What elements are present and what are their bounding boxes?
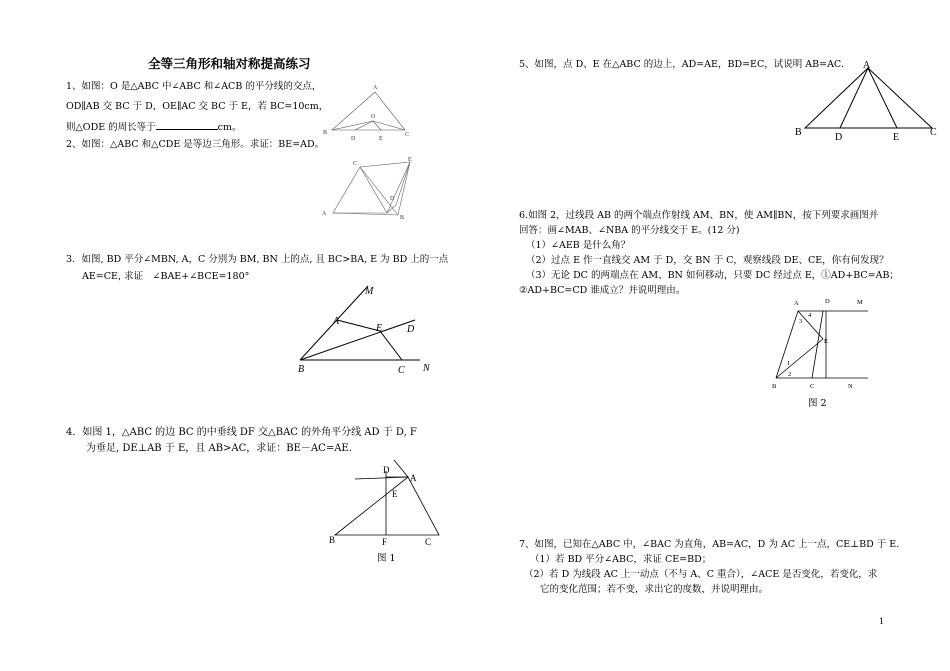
q2-figure	[318, 155, 413, 225]
page-number: 1	[879, 617, 885, 626]
q6-line-4: （2）过点 E 作一直线交 AM 于 D，交 BN 于 C，观察线段 DE、CE，你有何发现？	[526, 255, 889, 266]
q4-label-a: A	[410, 473, 417, 483]
q6-label-2: 2	[788, 371, 792, 378]
q1-label-a: A	[373, 85, 378, 91]
q3-label-e: E	[376, 323, 383, 334]
q3-figure	[290, 280, 440, 380]
q1-line-3	[66, 119, 242, 134]
q6-label-1: 1	[787, 360, 791, 367]
q2-line-1: 2、如图：△ABC 和△CDE 是等边三角形。求证：BE=AD。	[66, 139, 325, 150]
q6-label-d: D	[825, 298, 830, 305]
q4-label-b: B	[329, 535, 336, 545]
q1-line-1: 1、如图：O 是△ABC 中∠ABC 和∠ACB 的平分线的交点，	[66, 81, 322, 92]
q6-label-3: 3	[799, 318, 803, 325]
q6-label-c: C	[810, 383, 815, 390]
q1-figure	[318, 80, 413, 145]
q1-line-3-unit: cm。	[217, 122, 242, 133]
q2-label-d: D	[390, 196, 395, 202]
q5-label-c: C	[930, 127, 937, 138]
answer-blank[interactable]	[156, 119, 218, 130]
q7-line-4: 它的变化范围；若不变，求出它的度数，并说明理由。	[540, 584, 769, 595]
q7-line-1: 7、如图，已知在△ABC 中，∠BAC 为直角，AB=AC，D 为 AC 上一点，CE⊥BD 于 E.	[519, 539, 900, 550]
q3-label-d: D	[407, 324, 415, 335]
q2-label-c: C	[353, 161, 358, 167]
q5-label-a: A	[863, 60, 871, 71]
q1-label-e: E	[379, 136, 383, 142]
q4-figure	[325, 455, 450, 550]
figure-1-caption: 图 1	[377, 553, 396, 564]
q2-label-e: E	[408, 157, 412, 163]
q5-figure	[795, 58, 940, 143]
q2-label-a: A	[322, 211, 327, 217]
q6-label-b: B	[772, 383, 777, 390]
q6-line-6: ②AD+BC=CD 谁成立？并说明理由。	[519, 285, 686, 296]
q6-line-5: （3）无论 DC 的两端点在 AM、BN 如何移动，只要 DC 经过点 E，①AD+BC=AB；	[526, 270, 899, 281]
q3-line-2: AE=CE, 求证 ∠BAE+∠BCE=180°	[82, 271, 250, 282]
q5-label-b: B	[795, 127, 802, 138]
q6-label-4: 4	[808, 312, 812, 319]
q1-label-d: D	[351, 136, 356, 142]
q4-line-2: 为垂足, DE⊥AB 于 E，且 AB>AC，求证：BE－AC=AE.	[86, 443, 352, 454]
figure-2-caption: 图 2	[808, 398, 827, 409]
page-title: 全等三角形和轴对称提高练习	[148, 56, 311, 71]
q5-label-e: E	[893, 132, 900, 143]
q3-line-1: 3．如图, BD 平分∠MBN, A，C 分别为 BM, BN 上的点, 且 BC>BA, E 为 BD 上的一点	[66, 254, 449, 265]
q4-label-e: E	[392, 489, 398, 499]
q5-line-1: 5、如图，点 D、E 在△ABC 的边上，AD=AE，BD=EC，试说明 AB=AC.	[519, 59, 844, 70]
q3-label-a: A	[333, 316, 340, 327]
q4-label-f: F	[382, 537, 388, 547]
q1-line-2: OD∥AB 交 BC 于 D，OE∥AC 交 BC 于 E，若 BC=10cm，	[66, 101, 329, 112]
q5-label-d: D	[835, 132, 843, 143]
q1-label-o: O	[371, 114, 376, 120]
q4-label-c: C	[425, 537, 432, 547]
q3-label-c: C	[398, 365, 405, 376]
q6-label-a: A	[794, 300, 799, 307]
q6-line-2: 回答：画∠MAB、∠NBA 的平分线交于 E。(12 分)	[519, 225, 740, 236]
q3-label-m: M	[365, 286, 374, 297]
q1-label-c: C	[405, 132, 410, 138]
q3-label-n: N	[423, 363, 430, 374]
q6-label-m: M	[857, 299, 863, 306]
q7-line-2: （1）若 BD 平分∠ABC，求证 CE=BD；	[530, 554, 712, 565]
q1-line-3-text: 则△ODE 的周长等于	[66, 122, 156, 133]
q6-figure	[768, 296, 878, 396]
q4-line-1: 4．如图 1，△ABC 的边 BC 的中垂线 DF 交△BAC 的外角平分线 AD 于 D, F	[66, 427, 417, 438]
q3-label-b: B	[298, 364, 305, 375]
q1-label-b: B	[323, 130, 328, 136]
q6-label-n: N	[848, 383, 853, 390]
q4-label-d: D	[383, 465, 390, 475]
q6-line-1: 6.如图 2，过线段 AB 的两个端点作射线 AM、BN，使 AM∥BN，按下列要求画图并	[519, 210, 879, 221]
q2-label-b: B	[400, 215, 405, 221]
q6-line-3: （1）∠AEB 是什么角？	[526, 240, 631, 251]
q6-label-e: E	[824, 338, 828, 345]
q7-line-3: （2）若 D 为线段 AC 上一动点（不与 A、C 重合），∠ACE 是否变化，若变化，求	[524, 569, 878, 580]
